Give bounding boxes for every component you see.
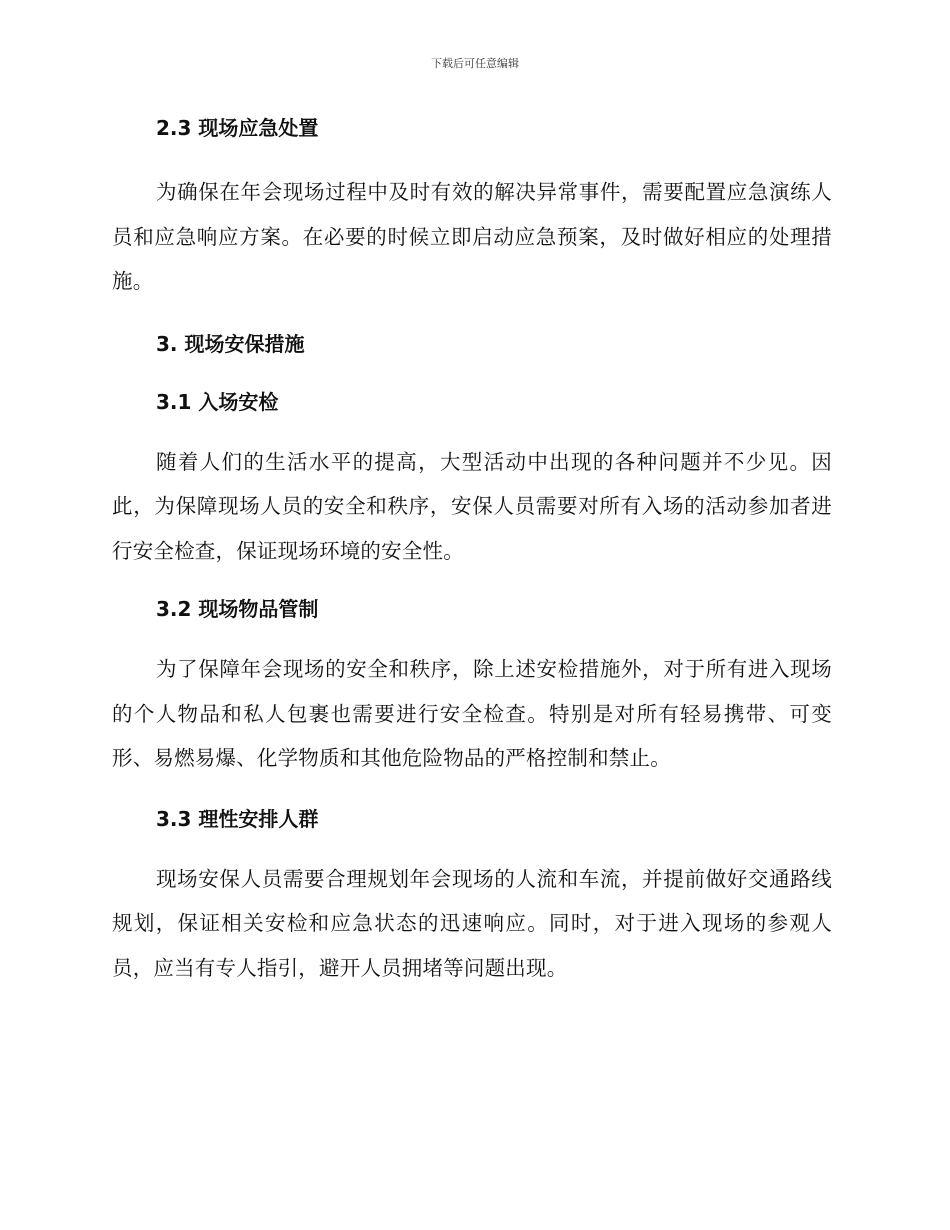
document-body xyxy=(112,112,832,990)
paragraph-entry-security-check: 随着人们的生活水平的提高，大型活动中出现的各种问题并不少见。因此，为保障现场人员的安全和秩序，安保人员需要对所有入场的活动参加者进行安全检查，保证现场环境的安全性。 xyxy=(112,449,832,563)
section-heading-3-2: 3.2 现场物品管制 xyxy=(156,597,319,621)
header-note: 下载后可任意编辑 xyxy=(431,57,519,70)
paragraph-item-control: 为了保障年会现场的安全和秩序，除上述安检措施外，对于所有进入现场的个人物品和私人包裹也需要进行安全检查。特别是对所有轻易携带、可变形、易燃易爆、化学物质和其他危险物品的严格控制和禁止。 xyxy=(112,657,832,770)
paragraph-crowd-arrangement: 现场安保人员需要合理规划年会现场的人流和车流，并提前做好交通路线规划，保证相关安检和应急状态的迅速响应。同时，对于进入现场的参观人员，应当有专人指引，避开人员拥堵等问题出现。 xyxy=(112,866,832,980)
section-heading-3-3: 3.3 理性安排人群 xyxy=(156,806,319,831)
section-heading-3-1: 3.1 入场安检 xyxy=(156,389,279,414)
section-heading-3: 3. 现场安保措施 xyxy=(156,331,305,356)
paragraph-emergency-response: 为确保在年会现场过程中及时有效的解决异常事件，需要配置应急演练人员和应急响应方案。在必要的时候立即启动应急预案，及时做好相应的处理措施。 xyxy=(112,180,832,293)
section-heading-2-3: 2.3 现场应急处置 xyxy=(156,116,319,140)
